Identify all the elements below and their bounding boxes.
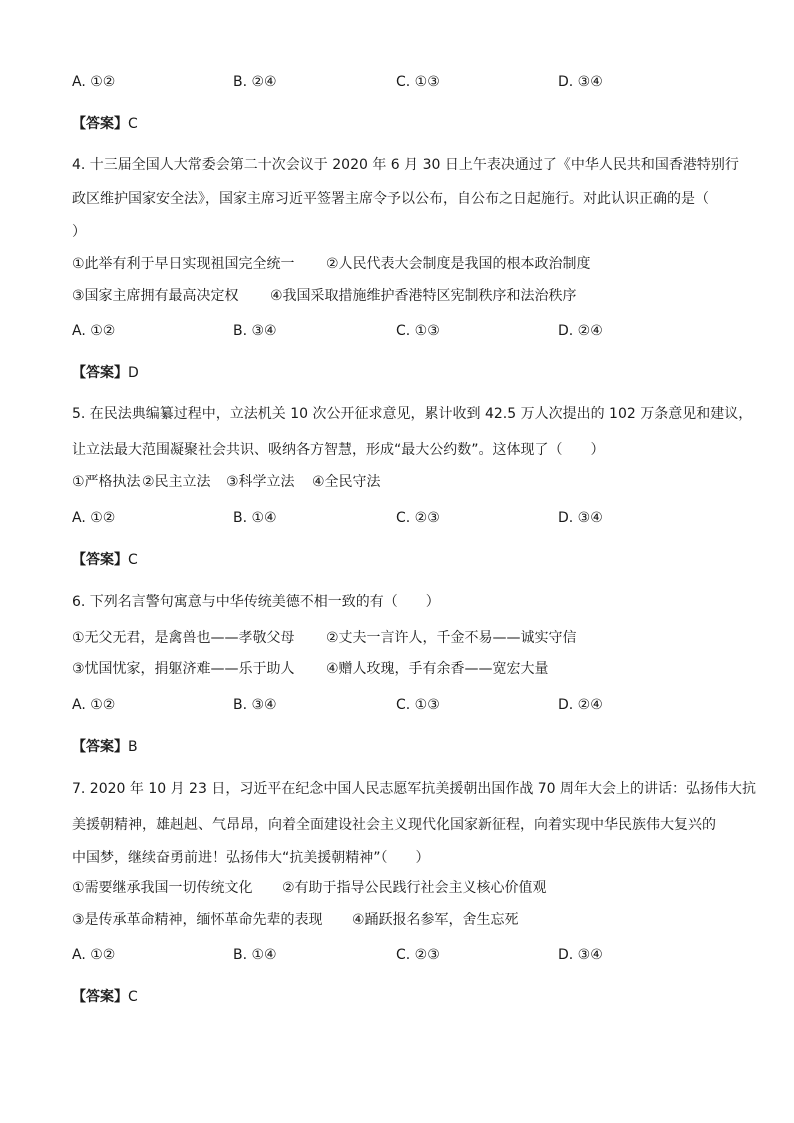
q3-answer xyxy=(72,114,138,134)
q6-statement-1: ①无父无君，是禽兽也——孝敬父母 xyxy=(72,630,295,646)
q4-option-a: A. ①② xyxy=(72,323,116,339)
q5-statement-4: ④全民守法 xyxy=(312,474,381,490)
q7-answer xyxy=(72,987,138,1007)
q3-options xyxy=(72,72,732,92)
q4-option-c: C. ①③ xyxy=(396,323,440,339)
q3-option-a: A. ①② xyxy=(72,74,116,90)
q7-statements-row-1 xyxy=(72,878,547,898)
q7-statements-row-2 xyxy=(72,910,519,930)
q7-stem-line-3: 中国梦，继续奋勇前进！弘扬伟大“抗美援朝精神”（ ） xyxy=(72,850,430,866)
q4-option-b: B. ③④ xyxy=(233,323,277,339)
q4-options xyxy=(72,321,732,341)
q7-stem-line-2: 美援朝精神，雄赳赳、气昂昂，向着全面建设社会主义现代化国家新征程，向着实现中华民族伟大复兴的 xyxy=(72,817,716,833)
q3-option-d: D. ③④ xyxy=(558,74,603,90)
q6-statement-3: ③忧国忧家，捐躯济难——乐于助人 xyxy=(72,661,295,677)
answer-value: C xyxy=(128,552,138,568)
q6-option-b: B. ③④ xyxy=(233,697,277,713)
q7-option-d: D. ③④ xyxy=(558,947,603,963)
answer-value: B xyxy=(128,739,138,755)
q6-option-c: C. ①③ xyxy=(396,697,440,713)
q5-statements-row xyxy=(72,472,381,492)
q6-statements-row-1 xyxy=(72,628,577,648)
q7-statement-4: ④踊跃报名参军，舍生忘死 xyxy=(352,912,519,928)
q5-option-c: C. ②③ xyxy=(396,510,440,526)
q5-option-d: D. ③④ xyxy=(558,510,603,526)
answer-value: D xyxy=(128,365,139,381)
q7-statement-2: ②有助于指导公民践行社会主义核心价值观 xyxy=(282,880,547,896)
q6-statement-4: ④赠人玫瑰，手有余香——宽宏大量 xyxy=(326,661,549,677)
q4-statement-3: ③国家主席拥有最高决定权 xyxy=(72,288,239,304)
answer-tag: 【答案】 xyxy=(72,365,128,381)
q5-option-b: B. ①④ xyxy=(233,510,277,526)
q4-statements-row-2 xyxy=(72,286,577,306)
q4-statement-4: ④我国采取措施维护香港特区宪制秩序和法治秩序 xyxy=(270,288,577,304)
q5-answer xyxy=(72,550,138,570)
q6-answer xyxy=(72,737,138,757)
answer-value: C xyxy=(128,989,138,1005)
answer-tag: 【答案】 xyxy=(72,989,128,1005)
q5-stem-line-1: 5. 在民法典编纂过程中，立法机关 10 次公开征求意见，累计收到 42.5 万人次提出的 102 万条意见和建议， xyxy=(72,406,753,422)
q4-statement-1: ①此举有利于早日实现祖国完全统一 xyxy=(72,256,295,272)
q7-option-a: A. ①② xyxy=(72,947,116,963)
q4-statement-2: ②人民代表大会制度是我国的根本政治制度 xyxy=(326,256,591,272)
q4-stem-line-2: 政区维护国家安全法》，国家主席习近平签署主席令予以公布，自公布之日起施行。对此认识正确的是（ xyxy=(72,191,709,207)
q4-stem-line-1: 4. 十三届全国人大常委会第二十次会议于 2020 年 6 月 30 日上午表决通过了《中华人民共和国香港特别行 xyxy=(72,157,739,173)
q4-stem-line-3: ） xyxy=(72,224,86,240)
q3-option-c: C. ①③ xyxy=(396,74,440,90)
q5-statement-2: ②民主立法 xyxy=(142,474,211,490)
q7-option-c: C. ②③ xyxy=(396,947,440,963)
answer-tag: 【答案】 xyxy=(72,116,128,132)
q5-statement-1: ①严格执法 xyxy=(72,474,141,490)
q7-statement-3: ③是传承革命精神，缅怀革命先辈的表现 xyxy=(72,912,323,928)
q7-option-b: B. ①④ xyxy=(233,947,277,963)
q4-statements-row-1 xyxy=(72,254,591,274)
q6-stem-line-1: 6. 下列名言警句寓意与中华传统美德不相一致的有（ ） xyxy=(72,594,440,610)
q6-option-a: A. ①② xyxy=(72,697,116,713)
q5-option-a: A. ①② xyxy=(72,510,116,526)
answer-tag: 【答案】 xyxy=(72,552,128,568)
answer-tag: 【答案】 xyxy=(72,739,128,755)
q5-statement-3: ③科学立法 xyxy=(226,474,295,490)
q4-option-d: D. ②④ xyxy=(558,323,603,339)
q6-statements-row-2 xyxy=(72,659,549,679)
q6-option-d: D. ②④ xyxy=(558,697,603,713)
q3-option-b: B. ②④ xyxy=(233,74,277,90)
q5-options xyxy=(72,508,732,528)
q4-answer xyxy=(72,363,139,383)
q7-stem-line-1: 7. 2020 年 10 月 23 日，习近平在纪念中国人民志愿军抗美援朝出国作战 70 周年大会上的讲话：弘扬伟大抗 xyxy=(72,781,757,797)
q6-options xyxy=(72,695,732,715)
q6-statement-2: ②丈夫一言许人，千金不易——诚实守信 xyxy=(326,630,577,646)
q7-statement-1: ①需要继承我国一切传统文化 xyxy=(72,880,253,896)
q7-options xyxy=(72,945,732,965)
q5-stem-line-2: 让立法最大范围凝聚社会共识、吸纳各方智慧，形成“最大公约数”。这体现了（ ） xyxy=(72,442,605,458)
answer-value: C xyxy=(128,116,138,132)
